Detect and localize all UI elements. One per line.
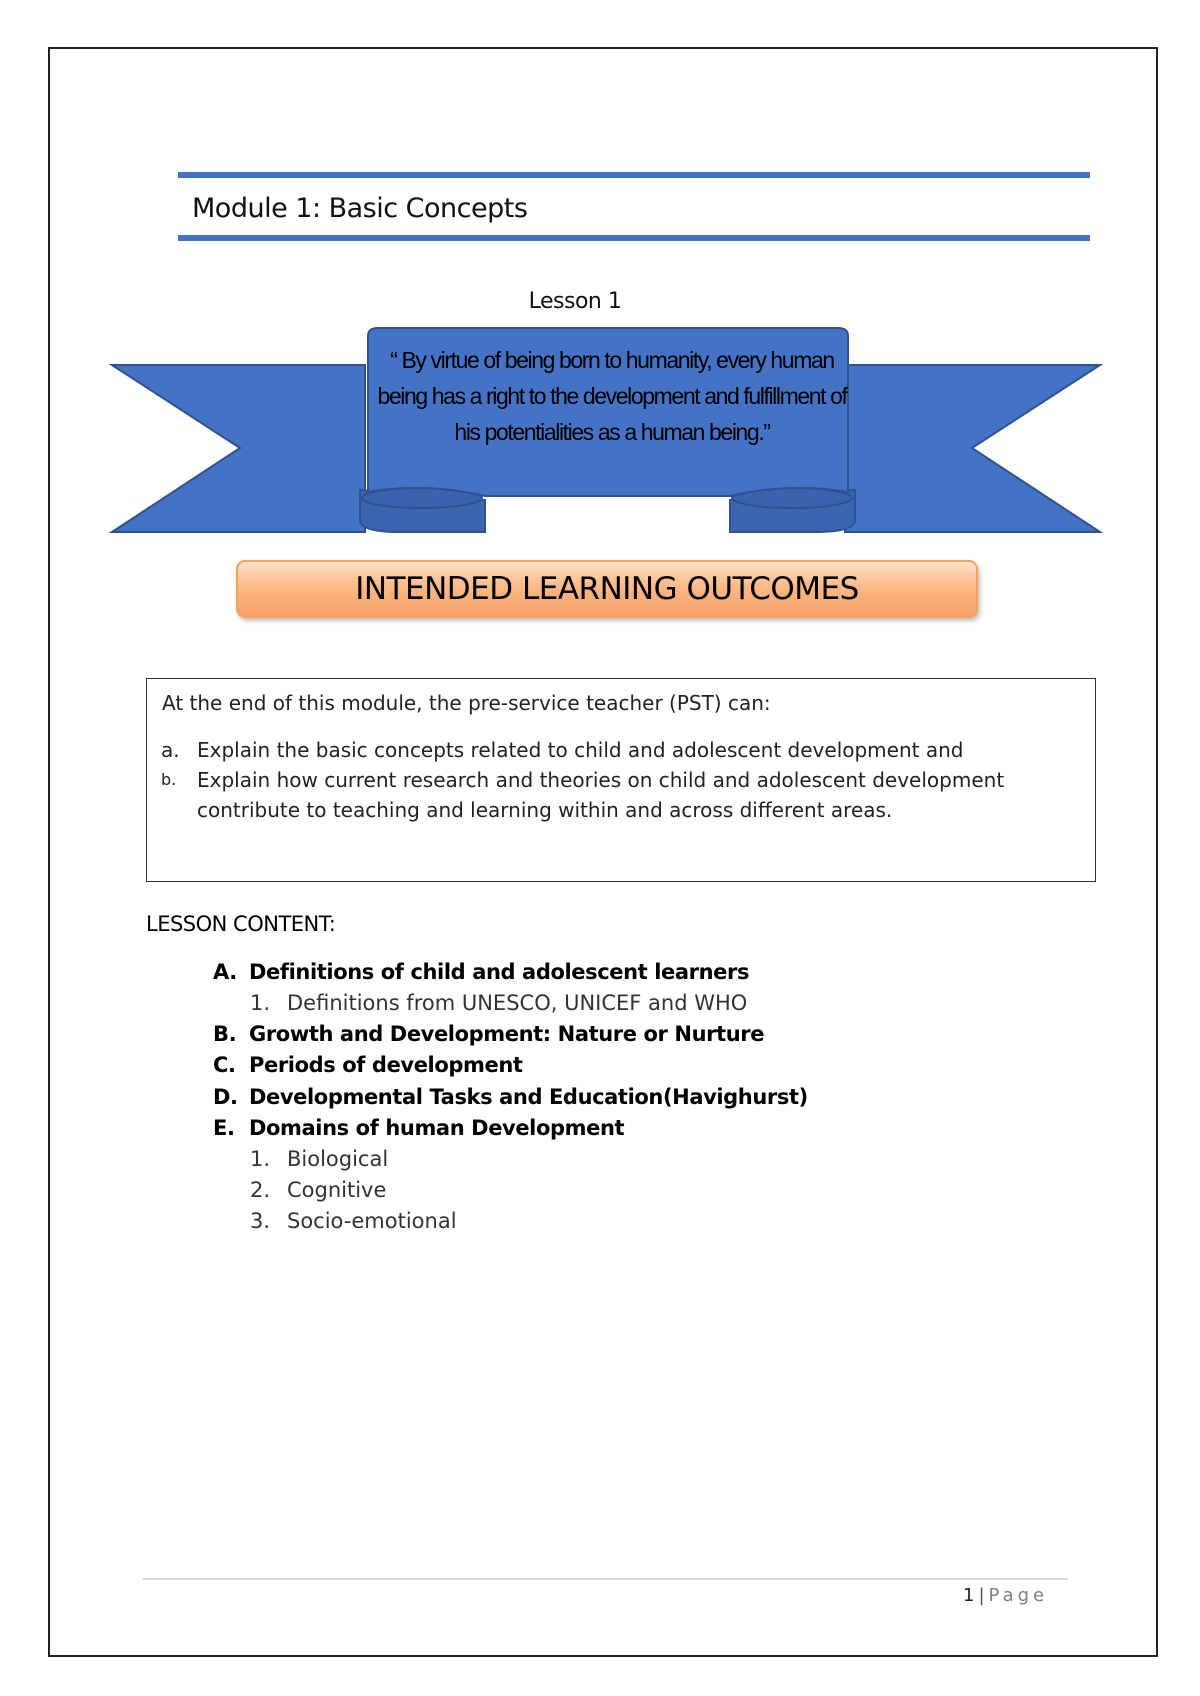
intended-learning-outcomes-heading xyxy=(236,560,978,618)
lesson-subitem xyxy=(250,1209,457,1233)
lesson-item xyxy=(213,1022,764,1046)
lesson-item-text: Developmental Tasks and Education(Havighurst) xyxy=(249,1085,808,1109)
lesson-item xyxy=(213,1116,624,1140)
lesson-item-text: Growth and Development: Nature or Nurture xyxy=(249,1022,765,1046)
outcome-item xyxy=(161,765,1047,825)
banner-quote: “ By virtue of being born to humanity, every human being has a right to the development and fulfillment of his potentialities as a human being.” xyxy=(377,347,847,445)
lesson-item xyxy=(213,1053,523,1077)
banner-right-tail xyxy=(845,365,1100,532)
page-footer xyxy=(963,1585,1048,1606)
lesson-item-marker: A. xyxy=(213,960,237,984)
lesson-item-marker: B. xyxy=(213,1022,237,1046)
lesson-subitem-marker: 2. xyxy=(250,1178,271,1202)
lesson-subitem-text: Socio-emotional xyxy=(287,1209,457,1233)
lesson-item-marker: C. xyxy=(213,1053,236,1077)
lesson-content-label: LESSON CONTENT: xyxy=(146,912,336,936)
lesson-item-text: Domains of human Development xyxy=(249,1116,625,1140)
lesson-subitem xyxy=(250,1147,388,1171)
page-separator: | xyxy=(978,1585,985,1606)
outcome-marker: a. xyxy=(161,738,180,762)
lesson-subitem xyxy=(250,1178,386,1202)
lesson-item xyxy=(213,1085,808,1109)
lesson-item xyxy=(213,960,749,984)
lesson-subitem-marker: 1. xyxy=(250,1147,271,1171)
banner-left-tail xyxy=(112,365,365,532)
header-bottom-rule xyxy=(178,235,1090,241)
outcome-text: Explain the basic concepts related to child and adolescent development and xyxy=(197,738,964,762)
outcome-marker: b. xyxy=(161,770,177,789)
ilo-title: INTENDED LEARNING OUTCOMES xyxy=(355,571,859,607)
lesson-subitem-marker: 1. xyxy=(250,991,271,1015)
lesson-subitem-text: Biological xyxy=(287,1147,389,1171)
outcomes-box xyxy=(146,678,1096,882)
header-top-rule xyxy=(178,172,1090,178)
page-word: Page xyxy=(988,1585,1049,1606)
lesson-item-marker: E. xyxy=(213,1116,235,1140)
outcome-text: Explain how current research and theories on child and adolescent development contribute to teaching and learning within and across different areas. xyxy=(197,768,1005,822)
lesson-subitem-marker: 3. xyxy=(250,1209,271,1233)
lesson-subitem-text: Definitions from UNESCO, UNICEF and WHO xyxy=(287,991,748,1015)
lesson-subitem-text: Cognitive xyxy=(287,1178,387,1202)
outcomes-intro: At the end of this module, the pre-service teacher (PST) can: xyxy=(162,691,771,715)
lesson-item-text: Definitions of child and adolescent learners xyxy=(249,960,750,984)
lesson-subitem xyxy=(250,991,747,1015)
lesson-item-marker: D. xyxy=(213,1085,238,1109)
footer-rule xyxy=(143,1578,1068,1580)
module-title: Module 1: Basic Concepts xyxy=(192,193,528,224)
page-number: 1 xyxy=(963,1585,975,1606)
lesson-label: Lesson 1 xyxy=(528,289,622,314)
outcome-item xyxy=(161,735,1047,765)
lesson-item-text: Periods of development xyxy=(249,1053,523,1077)
